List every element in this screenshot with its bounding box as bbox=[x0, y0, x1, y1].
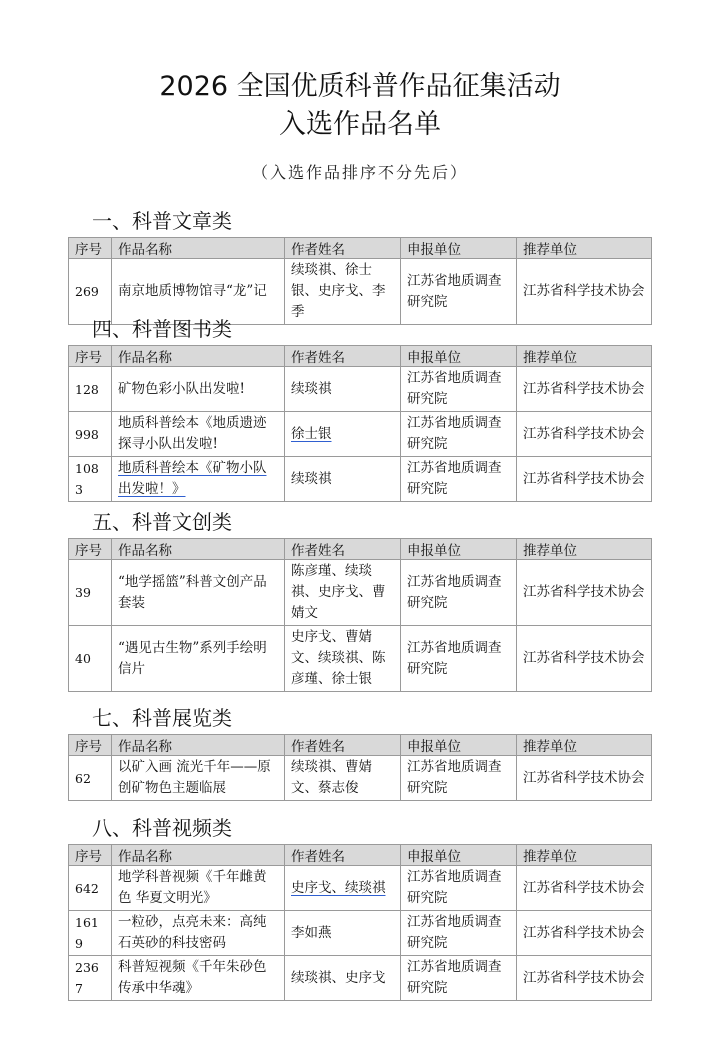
table-header-row bbox=[69, 346, 652, 367]
cell-author: 续琰祺、徐士银、史序戈、李季 bbox=[285, 259, 401, 325]
section-title: 五、科普文创类 bbox=[92, 510, 232, 534]
cell-rec: 江苏省科学技术协会 bbox=[517, 367, 652, 412]
header-name: 作品名称 bbox=[112, 539, 285, 560]
header-author: 作者姓名 bbox=[285, 238, 401, 259]
author-link: 徐士银 bbox=[291, 425, 332, 442]
cell-no: 1083 bbox=[69, 457, 112, 502]
document-title-line1: 2026 全国优质科普作品征集活动 bbox=[159, 71, 561, 102]
cell-no: 2367 bbox=[69, 956, 112, 1001]
cell-rec: 江苏省科学技术协会 bbox=[517, 956, 652, 1001]
table-header-row bbox=[69, 845, 652, 866]
cell-rec: 江苏省科学技术协会 bbox=[517, 560, 652, 626]
cell-unit: 江苏省地质调查研究院 bbox=[401, 367, 517, 412]
cell-no: 998 bbox=[69, 412, 112, 457]
section-videos bbox=[68, 816, 652, 1001]
cell-unit: 江苏省地质调查研究院 bbox=[401, 412, 517, 457]
table-row bbox=[69, 956, 652, 1001]
section-books bbox=[68, 317, 652, 502]
cell-unit: 江苏省地质调查研究院 bbox=[401, 756, 517, 801]
table-row bbox=[69, 626, 652, 692]
document-title-line2: 入选作品名单 bbox=[279, 109, 441, 140]
header-author: 作者姓名 bbox=[285, 845, 401, 866]
cell-author: 续琰祺 bbox=[285, 367, 401, 412]
header-author: 作者姓名 bbox=[285, 539, 401, 560]
cell-name: 一粒砂，点亮未来：高纯石英砂的科技密码 bbox=[112, 911, 285, 956]
header-no: 序号 bbox=[69, 735, 112, 756]
header-no: 序号 bbox=[69, 845, 112, 866]
cell-author: 李如燕 bbox=[285, 911, 401, 956]
section-title: 一、科普文章类 bbox=[92, 209, 232, 233]
header-unit: 申报单位 bbox=[401, 238, 517, 259]
cell-author: 续琰祺、史序戈 bbox=[285, 956, 401, 1001]
cell-name: “遇见古生物”系列手绘明信片 bbox=[112, 626, 285, 692]
header-author: 作者姓名 bbox=[285, 735, 401, 756]
cell-name: 地学科普视频《千年雌黄色 华夏文明光》 bbox=[112, 866, 285, 911]
cell-name: 以矿入画 流光千年——原创矿物色主题临展 bbox=[112, 756, 285, 801]
cell-no: 128 bbox=[69, 367, 112, 412]
header-rec: 推荐单位 bbox=[517, 238, 652, 259]
cell-rec: 江苏省科学技术协会 bbox=[517, 866, 652, 911]
table-header-row bbox=[69, 539, 652, 560]
header-rec: 推荐单位 bbox=[517, 539, 652, 560]
section-exhibitions bbox=[68, 706, 652, 801]
header-unit: 申报单位 bbox=[401, 346, 517, 367]
cell-unit: 江苏省地质调查研究院 bbox=[401, 911, 517, 956]
table-row bbox=[69, 367, 652, 412]
table-row bbox=[69, 911, 652, 956]
works-table bbox=[68, 844, 652, 1001]
table-row bbox=[69, 866, 652, 911]
table-row bbox=[69, 560, 652, 626]
header-no: 序号 bbox=[69, 539, 112, 560]
table-row bbox=[69, 756, 652, 801]
works-table bbox=[68, 237, 652, 325]
cell-name: 矿物色彩小队出发啦! bbox=[112, 367, 285, 412]
header-rec: 推荐单位 bbox=[517, 845, 652, 866]
cell-rec: 江苏省科学技术协会 bbox=[517, 259, 652, 325]
header-author: 作者姓名 bbox=[285, 346, 401, 367]
section-articles bbox=[68, 209, 652, 325]
header-name: 作品名称 bbox=[112, 238, 285, 259]
cell-unit: 江苏省地质调查研究院 bbox=[401, 259, 517, 325]
table-row bbox=[69, 457, 652, 502]
cell-rec: 江苏省科学技术协会 bbox=[517, 412, 652, 457]
works-table bbox=[68, 734, 652, 801]
header-unit: 申报单位 bbox=[401, 539, 517, 560]
cell-author bbox=[285, 412, 401, 457]
cell-rec: 江苏省科学技术协会 bbox=[517, 756, 652, 801]
cell-rec: 江苏省科学技术协会 bbox=[517, 911, 652, 956]
cell-no: 39 bbox=[69, 560, 112, 626]
cell-no: 62 bbox=[69, 756, 112, 801]
header-unit: 申报单位 bbox=[401, 845, 517, 866]
cell-name: “地学摇篮”科普文创产品套装 bbox=[112, 560, 285, 626]
cell-rec: 江苏省科学技术协会 bbox=[517, 457, 652, 502]
cell-name: 科普短视频《千年朱砂色 传承中华魂》 bbox=[112, 956, 285, 1001]
cell-author: 续琰祺 bbox=[285, 457, 401, 502]
cell-no: 40 bbox=[69, 626, 112, 692]
cell-author: 续琰祺、曹婧文、蔡志俊 bbox=[285, 756, 401, 801]
cell-name bbox=[112, 457, 285, 502]
section-creative bbox=[68, 510, 652, 692]
header-rec: 推荐单位 bbox=[517, 346, 652, 367]
header-name: 作品名称 bbox=[112, 735, 285, 756]
cell-unit: 江苏省地质调查研究院 bbox=[401, 560, 517, 626]
cell-author bbox=[285, 866, 401, 911]
work-title-link: 地质科普绘本《矿物小队出发啦！》 bbox=[118, 460, 267, 497]
author-link: 史序戈、续琰祺 bbox=[291, 879, 386, 896]
cell-author: 史序戈、曹婧文、续琰祺、陈彦瑾、徐士银 bbox=[285, 626, 401, 692]
works-table bbox=[68, 345, 652, 502]
cell-name: 南京地质博物馆寻“龙”记 bbox=[112, 259, 285, 325]
table-header-row bbox=[69, 735, 652, 756]
cell-unit: 江苏省地质调查研究院 bbox=[401, 626, 517, 692]
table-row bbox=[69, 259, 652, 325]
header-name: 作品名称 bbox=[112, 346, 285, 367]
cell-unit: 江苏省地质调查研究院 bbox=[401, 956, 517, 1001]
header-no: 序号 bbox=[69, 346, 112, 367]
works-table bbox=[68, 538, 652, 692]
header-unit: 申报单位 bbox=[401, 735, 517, 756]
cell-unit: 江苏省地质调查研究院 bbox=[401, 457, 517, 502]
cell-author: 陈彦瑾、续琰祺、史序戈、曹婧文 bbox=[285, 560, 401, 626]
table-header-row bbox=[69, 238, 652, 259]
cell-name: 地质科普绘本《地质遗迹探寻小队出发啦! bbox=[112, 412, 285, 457]
header-name: 作品名称 bbox=[112, 845, 285, 866]
cell-no: 1619 bbox=[69, 911, 112, 956]
cell-no: 642 bbox=[69, 866, 112, 911]
document-subtitle: （入选作品排序不分先后） bbox=[251, 163, 468, 182]
header-rec: 推荐单位 bbox=[517, 735, 652, 756]
cell-no: 269 bbox=[69, 259, 112, 325]
section-title: 七、科普展览类 bbox=[92, 706, 232, 730]
header-no: 序号 bbox=[69, 238, 112, 259]
cell-rec: 江苏省科学技术协会 bbox=[517, 626, 652, 692]
section-title: 八、科普视频类 bbox=[92, 816, 232, 840]
table-row bbox=[69, 412, 652, 457]
cell-unit: 江苏省地质调查研究院 bbox=[401, 866, 517, 911]
section-title: 四、科普图书类 bbox=[92, 317, 232, 341]
